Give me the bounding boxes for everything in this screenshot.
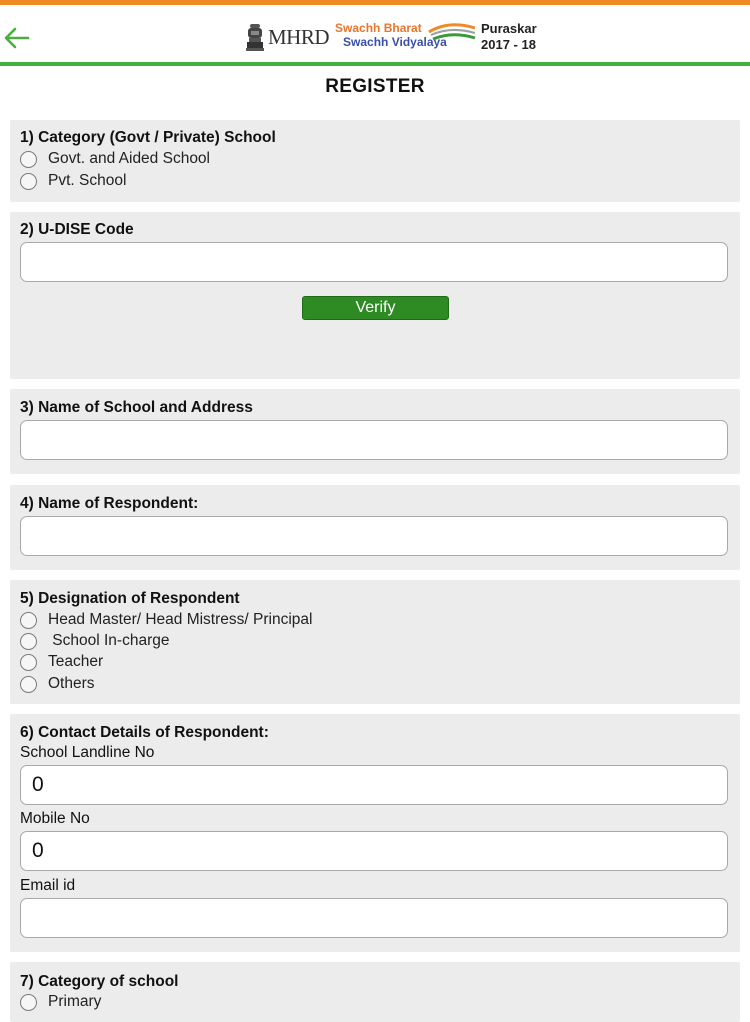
radio-option-school-incharge[interactable] (20, 631, 170, 651)
campaign-line-2: Swachh Vidyalaya (343, 35, 447, 49)
email-label: Email id (20, 877, 76, 894)
back-arrow-icon (2, 23, 32, 53)
puraskar-badge (481, 21, 537, 53)
question-label: 5) Designation of Respondent (20, 590, 240, 607)
question-label: 2) U-DISE Code (20, 221, 134, 238)
email-input[interactable] (20, 898, 728, 938)
question-label: 6) Contact Details of Respondent: (20, 724, 269, 741)
radio-option-label: Primary (48, 993, 102, 1010)
section-school-name (10, 389, 740, 474)
header-divider (0, 62, 750, 66)
radio-button[interactable] (20, 654, 37, 671)
landline-label: School Landline No (20, 744, 155, 761)
back-button[interactable] (2, 23, 32, 53)
radio-button[interactable] (20, 633, 37, 650)
landline-input[interactable] (20, 765, 728, 805)
section-school-category (10, 120, 740, 202)
header-logo (246, 15, 537, 59)
question-label: 3) Name of School and Address (20, 399, 253, 416)
respondent-name-input[interactable] (20, 516, 728, 556)
app-header (0, 5, 750, 63)
radio-option-private[interactable] (20, 171, 126, 191)
udise-code-input[interactable] (20, 242, 728, 282)
section-school-type (10, 962, 740, 1022)
mobile-label: Mobile No (20, 810, 90, 827)
mobile-input[interactable] (20, 831, 728, 871)
radio-button[interactable] (20, 612, 37, 629)
puraskar-year: 2017 - 18 (481, 37, 536, 52)
radio-button[interactable] (20, 173, 37, 190)
mhrd-text: MHRD (268, 24, 330, 49)
question-label: 7) Category of school (20, 973, 179, 990)
national-emblem-icon (246, 22, 264, 52)
radio-option-label: School In-charge (48, 632, 170, 649)
radio-option-govt-aided[interactable] (20, 149, 210, 169)
question-label: 1) Category (Govt / Private) School (20, 129, 276, 146)
verify-button[interactable]: Verify (302, 296, 449, 320)
tricolor-swoosh-icon (427, 20, 477, 44)
campaign-line-1: Swachh Bharat (335, 21, 422, 35)
section-designation (10, 580, 740, 704)
radio-option-label: Others (48, 675, 95, 692)
section-udise-code (10, 212, 740, 379)
radio-option-others[interactable] (20, 674, 95, 694)
section-contact-details (10, 714, 740, 952)
question-label: 4) Name of Respondent: (20, 495, 199, 512)
radio-option-teacher[interactable] (20, 652, 103, 672)
puraskar-label: Puraskar (481, 21, 537, 36)
swachh-logo (335, 20, 475, 54)
radio-option-label: Teacher (48, 653, 104, 670)
radio-option-label: Pvt. School (48, 172, 127, 189)
radio-button[interactable] (20, 151, 37, 168)
radio-option-head-master[interactable] (20, 610, 312, 630)
section-respondent-name (10, 485, 740, 570)
radio-button[interactable] (20, 994, 37, 1011)
radio-option-label: Govt. and Aided School (48, 150, 211, 167)
radio-option-primary[interactable] (20, 992, 101, 1012)
radio-button[interactable] (20, 676, 37, 693)
page-title: REGISTER (325, 76, 425, 97)
radio-option-label: Head Master/ Head Mistress/ Principal (48, 611, 313, 628)
school-name-input[interactable] (20, 420, 728, 460)
